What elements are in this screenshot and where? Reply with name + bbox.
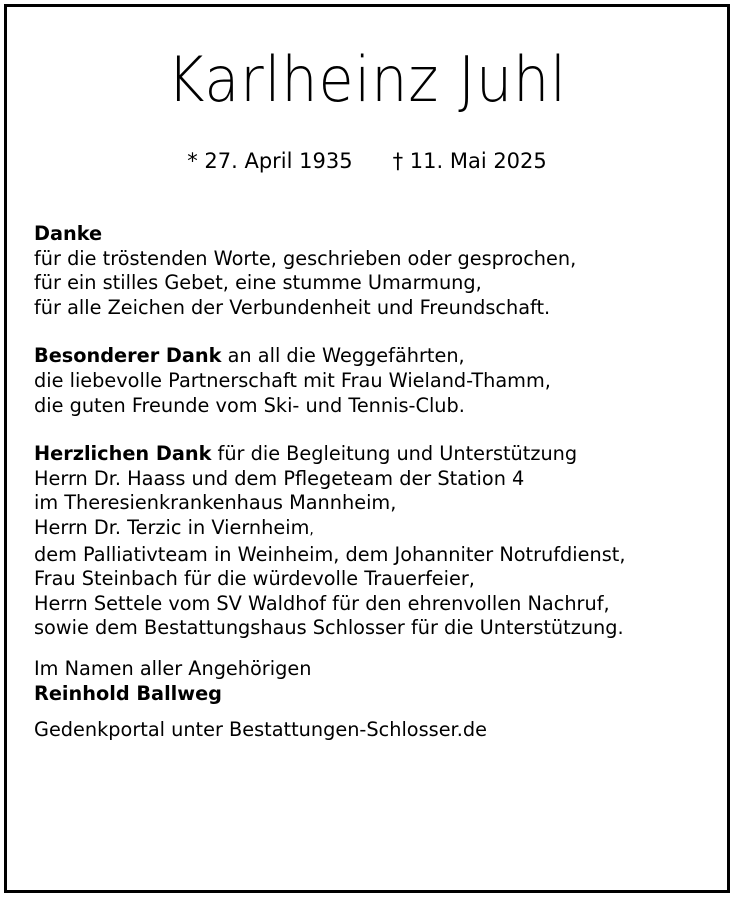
thanks-heading: Danke <box>34 222 103 245</box>
heartfelt-thanks-line: sowie dem Bestattungshaus Schlosser für die Unterstützung. <box>34 616 624 640</box>
life-dates <box>7 151 727 172</box>
heartfelt-thanks-line: dem Palliativteam in Weinheim, dem Johanniter Notrufdienst, <box>34 542 626 566</box>
heartfelt-thanks-line: Frau Steinbach für die würdevolle Trauerfeier, <box>34 567 475 591</box>
heartfelt-thanks-line: im Theresienkrankenhaus Mannheim, <box>34 491 397 515</box>
special-thanks-bold: Besonderer Dank <box>34 344 222 368</box>
special-thanks-paragraph <box>34 344 724 418</box>
terzic-text: Herrn Dr. Terzic in Viernheim <box>34 515 310 539</box>
memorial-portal: Gedenkportal unter Bestattungen-Schlosser.de <box>34 718 487 742</box>
heartfelt-thanks-paragraph <box>34 442 724 641</box>
special-thanks-rest: an all die Weggefährten, <box>221 344 465 368</box>
thanks-line: für die tröstenden Worte, geschrieben oder gesprochen, <box>34 246 577 270</box>
thanks-line: für alle Zeichen der Verbundenheit und Freundschaft. <box>34 295 551 319</box>
heartfelt-thanks-bold: Herzlichen Dank <box>34 442 212 466</box>
signoff <box>34 657 724 706</box>
heartfelt-thanks-rest: für die Begleitung und Unterstützung <box>211 442 578 466</box>
special-thanks-line: die liebevolle Partnerschaft mit Frau Wieland-Thamm, <box>34 368 551 392</box>
signer-name: Reinhold Ballweg <box>34 681 222 705</box>
special-thanks-first-line <box>34 344 724 369</box>
signoff-line: Im Namen aller Angehörigen <box>34 656 312 680</box>
heartfelt-thanks-line: Herrn Dr. Haass und dem Pflegeteam der Station 4 <box>34 466 525 490</box>
heartfelt-thanks-line <box>34 516 724 543</box>
thanks-paragraph <box>34 222 724 320</box>
thanks-line: für ein stilles Gebet, eine stumme Umarmung, <box>34 271 482 295</box>
terzic-comma: , <box>309 521 314 538</box>
birth-date: * 27. April 1935 <box>187 149 353 173</box>
obituary-notice <box>4 4 730 893</box>
notice-body <box>34 222 724 743</box>
deceased-name: Karlheinz Juhl <box>167 43 567 116</box>
heartfelt-thanks-first-line <box>34 442 724 467</box>
death-date: † 11. Mai 2025 <box>392 149 547 173</box>
special-thanks-line: die guten Freunde vom Ski- und Tennis-Club. <box>34 393 465 417</box>
heartfelt-thanks-line: Herrn Settele vom SV Waldhof für den ehrenvollen Nachruf, <box>34 591 610 615</box>
